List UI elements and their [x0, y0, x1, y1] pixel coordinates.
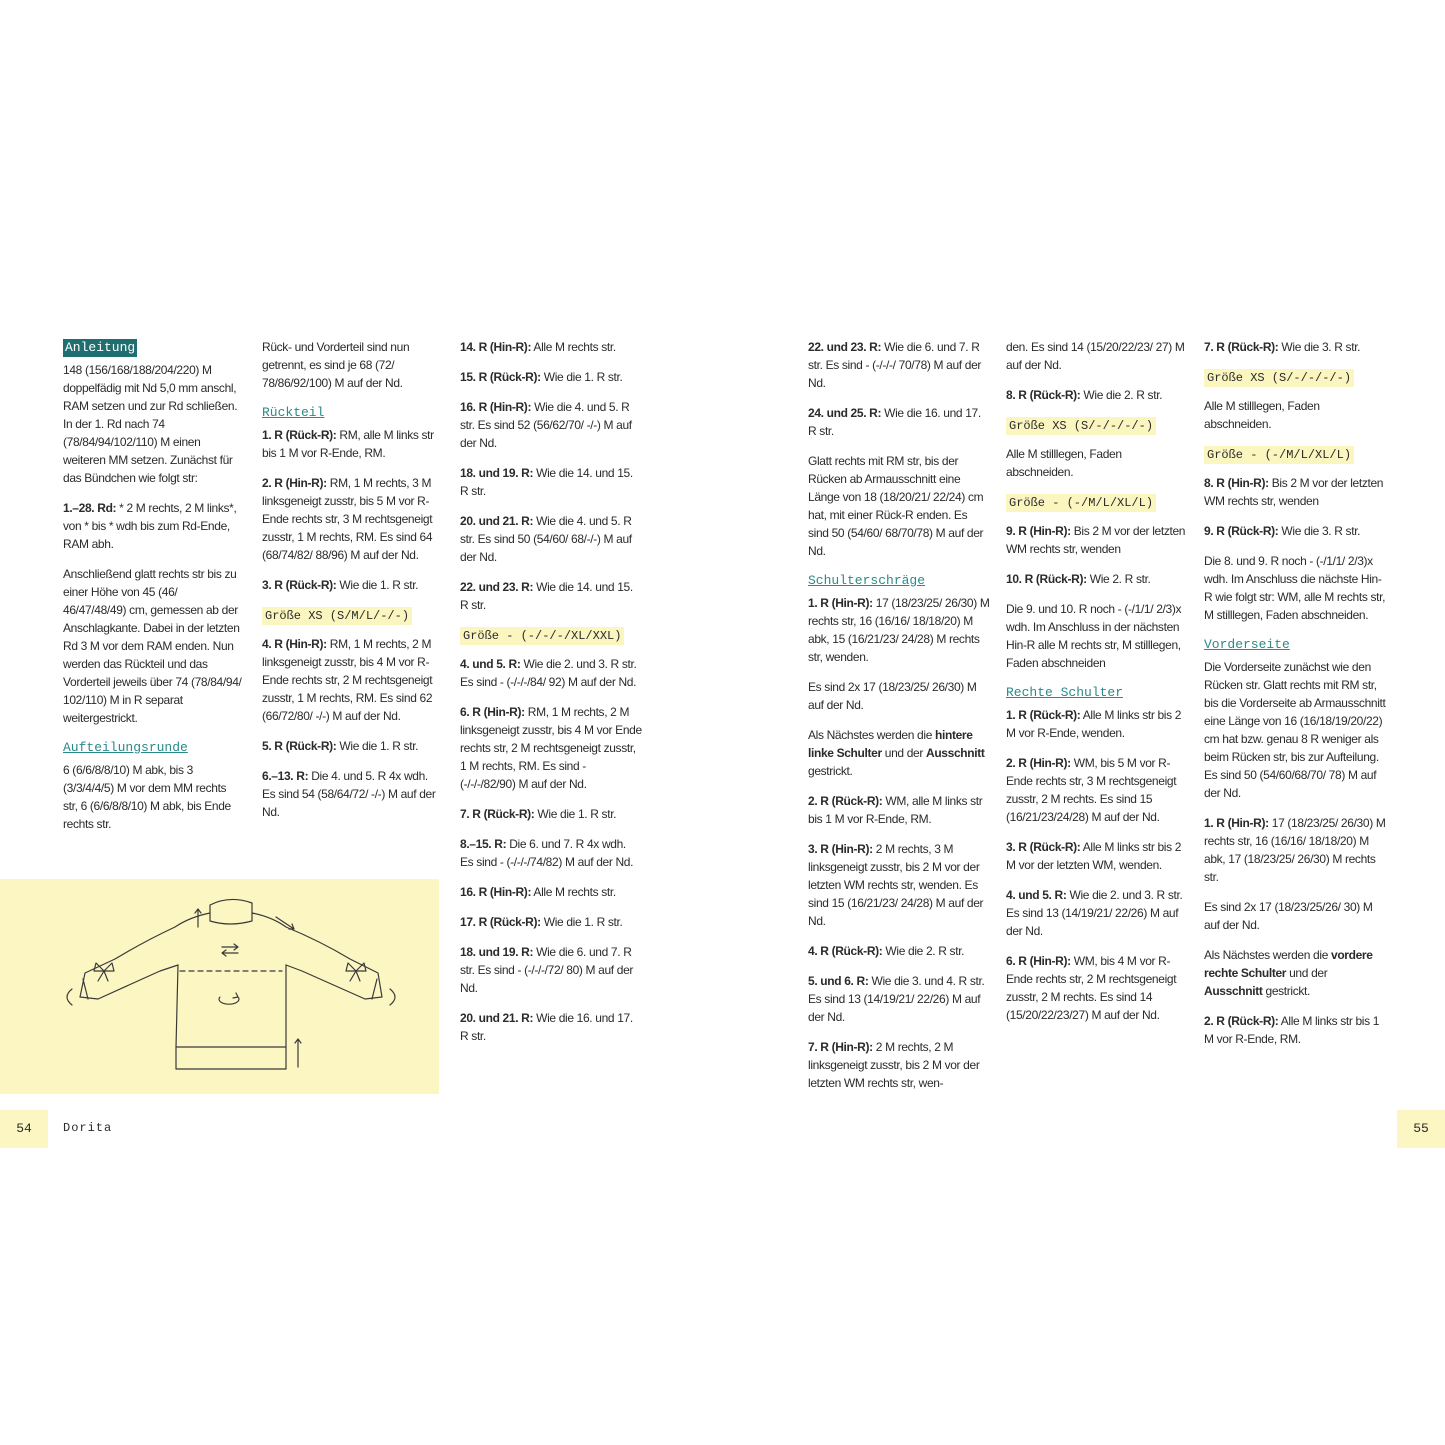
row-instruction: 1. R (Hin-R): 17 (18/23/25/ 26/30) M rechts str, 16 (16/16/ 18/18/20) M abk, 15 (16/21/23/ 24/28) M rechts str, wenden. — [808, 596, 990, 664]
paragraph: Die 8. und 9. R noch - (-/1/1/ 2/3)x wdh. Im Anschluss die nächste Hin-R wie folgt str: WM, alle M rechts str, M stilllegen, Faden abschneiden. — [1204, 554, 1386, 622]
size-label: Größe - (-/M/L/XL/L) — [1006, 494, 1156, 512]
row-instruction: 22. und 23. R: Wie die 6. und 7. R str. Es sind - (-/-/-/ 70/78) M auf der Nd. — [808, 340, 982, 390]
row-instruction: 20. und 21. R: Wie die 4. und 5. R str. Es sind 50 (54/60/ 68/-/-) M auf der Nd. — [460, 514, 632, 564]
row-instruction: 6. R (Hin-R): RM, 1 M rechts, 2 M linksgeneigt zusstr, bis 4 M vor Ende rechts str, 2 M rechtsgeneigt zusstr, 1 M rechts, RM. Es sind - (-/-/-/82/90) M auf der Nd. — [460, 705, 642, 791]
row-instruction: 17. R (Rück-R): Wie die 1. R str. — [460, 915, 623, 929]
row-instruction: 8.–15. R: Die 6. und 7. R 4x wdh. Es sind - (-/-/-/74/82) M auf der Nd. — [460, 837, 634, 869]
paragraph: Anschließend glatt rechts str bis zu einer Höhe von 45 (46/ 46/47/48/49) cm, gemessen ab der Anschlagkante. Dabei in der letzten Rd 3 M vor dem RAM enden. Nun werden das Rückteil und das Vorderteil jeweils über 74 (78/84/94/ 102/110) M in R separat weitergestrickt. — [63, 567, 242, 725]
heading-rechte-schulter: Rechte Schulter — [1006, 685, 1124, 700]
row-instruction: 1. R (Rück-R): RM, alle M links str bis 1 M vor R-Ende, RM. — [262, 428, 434, 460]
paragraph: 6 (6/6/8/8/10) M abk, bis 3 (3/3/4/4/5) M vor dem MM rechts str, 6 (6/6/8/8/10) M abk, bis Ende rechts str. — [63, 763, 231, 831]
paragraph: Es sind 2x 17 (18/23/25/26/ 30) M auf der Nd. — [1204, 900, 1373, 932]
size-label: Größe XS (S/-/-/-/-) — [1204, 369, 1354, 387]
row-instruction: 14. R (Hin-R): Alle M rechts str. — [460, 340, 616, 354]
paragraph: 1.–28. Rd: * 2 M rechts, 2 M links*, von * bis * wdh bis zum Rd-Ende, RAM abh. — [63, 501, 237, 551]
row-instruction: 2. R (Rück-R): Alle M links str bis 1 M vor R-Ende, RM. — [1204, 1014, 1380, 1046]
row-instruction: 18. und 19. R: Wie die 6. und 7. R str. Es sind - (-/-/-/72/ 80) M auf der Nd. — [460, 945, 634, 995]
heading-vorderseite: Vorderseite — [1204, 637, 1290, 652]
row-instruction: 1. R (Hin-R): 17 (18/23/25/ 26/30) M rechts str, 16 (16/16/ 18/18/20) M abk, 17 (18/23/25/ 26/30) M rechts str. — [1204, 816, 1386, 884]
row-instruction: 3. R (Rück-R): Alle M links str bis 2 M vor der letzten WM, wenden. — [1006, 840, 1182, 872]
row-instruction: 3. R (Hin-R): 2 M rechts, 3 M linksgeneigt zusstr, bis 2 M vor der letzten WM rechts str, wenden. Es sind 15 (16/21/23/ 24/28) M auf der Nd. — [808, 842, 984, 928]
row-instruction: 5. und 6. R: Wie die 3. und 4. R str. Es sind 13 (14/19/21/ 22/26) M auf der Nd. — [808, 974, 985, 1024]
row-instruction: 1. R (Rück-R): Alle M links str bis 2 M vor R-Ende, wenden. — [1006, 708, 1182, 740]
size-label: Größe - (-/-/-/XL/XXL) — [460, 627, 624, 645]
column-5 — [1006, 338, 1188, 1036]
paragraph: Alle M stilllegen, Faden abschneiden. — [1006, 447, 1122, 479]
size-label: Größe XS (S/M/L/-/-) — [262, 607, 412, 625]
size-label: Größe XS (S/-/-/-/-) — [1006, 417, 1156, 435]
row-instruction: 7. R (Hin-R): 2 M rechts, 2 M linksgeneigt zusstr, bis 2 M vor der letzten WM rechts str, wen- — [808, 1040, 980, 1090]
row-instruction: 4. und 5. R: Wie die 2. und 3. R str. Es sind 13 (14/19/21/ 22/26) M auf der Nd. — [1006, 888, 1183, 938]
column-1 — [63, 338, 243, 845]
row-instruction: 22. und 23. R: Wie die 14. und 15. R str. — [460, 580, 633, 612]
paragraph: Glatt rechts mit RM str, bis der Rücken ab Armausschnitt eine Länge von 18 (18/20/21/ 22/24) cm hat, mit einer Rück-R enden. Es sind 50 (54/60/ 68/70/78) M auf der Nd. — [808, 454, 984, 558]
size-label: Größe - (-/M/L/XL/L) — [1204, 446, 1354, 464]
paragraph: den. Es sind 14 (15/20/22/23/ 27) M auf der Nd. — [1006, 340, 1185, 372]
row-instruction: 16. R (Hin-R): Alle M rechts str. — [460, 885, 616, 899]
row-instruction: 20. und 21. R: Wie die 16. und 17. R str. — [460, 1011, 633, 1043]
paragraph: Die 9. und 10. R noch - (-/1/1/ 2/3)x wdh. Im Anschluss in der nächsten Hin-R alle M rechts str, M stilllegen, Faden abschneiden — [1006, 602, 1182, 670]
sweater-diagram-icon — [0, 879, 439, 1094]
heading-rueckteil: Rückteil — [262, 405, 325, 420]
paragraph: Es sind 2x 17 (18/23/25/ 26/30) M auf der Nd. — [808, 680, 977, 712]
row-instruction: 18. und 19. R: Wie die 14. und 15. R str. — [460, 466, 633, 498]
row-instruction: 5. R (Rück-R): Wie die 1. R str. — [262, 739, 419, 753]
paragraph: 148 (156/168/188/204/220) M doppelfädig mit Nd 5,0 mm anschl, RAM setzen und zur Rd schließen. In der 1. Rd nach 74 (78/84/94/102/110) M einen weiteren MM setzen. Zunächst für das Bündchen wie folgt str: — [63, 363, 238, 485]
row-instruction: 9. R (Hin-R): Bis 2 M vor der letzten WM rechts str, wenden — [1006, 524, 1186, 556]
sweater-illustration — [0, 879, 439, 1094]
row-instruction: 4. R (Hin-R): RM, 1 M rechts, 2 M linksgeneigt zusstr, bis 4 M vor R-Ende rechts str, 2 M rechtsgeneigt zusstr, 1 M rechts, RM. Es sind 62 (66/72/80/ -/-) M auf der Nd. — [262, 637, 433, 723]
row-instruction: 8. R (Hin-R): Bis 2 M vor der letzten WM rechts str, wenden — [1204, 476, 1384, 508]
row-instruction: 2. R (Hin-R): RM, 1 M rechts, 3 M linksgeneigt zusstr, bis 5 M vor R-Ende rechts str, 3 M rechtsgeneigt zusstr, 1 M rechts, RM. Es sind 64 (68/74/82/ 88/96) M auf der Nd. — [262, 476, 433, 562]
row-instruction: 3. R (Rück-R): Wie die 1. R str. — [262, 578, 419, 592]
row-instruction: 9. R (Rück-R): Wie die 3. R str. — [1204, 524, 1361, 538]
paragraph: Alle M stilllegen, Faden abschneiden. — [1204, 399, 1320, 431]
row-instruction: 2. R (Hin-R): WM, bis 5 M vor R-Ende rechts str, 3 M rechtsgeneigt zusstr, 2 M rechts. Es sind 15 (16/21/23/24/28) M auf der Nd. — [1006, 756, 1177, 824]
row-instruction: 6. R (Hin-R): WM, bis 4 M vor R-Ende rechts str, 2 M rechtsgeneigt zusstr, 2 M rechts. Es sind 14 (15/20/22/23/27) M auf der Nd. — [1006, 954, 1177, 1022]
row-instruction: 24. und 25. R: Wie die 16. und 17. R str. — [808, 406, 981, 438]
column-2 — [262, 338, 444, 833]
row-instruction: 16. R (Hin-R): Wie die 4. und 5. R str. Es sind 52 (56/62/70/ -/-) M auf der Nd. — [460, 400, 632, 450]
heading-anleitung: Anleitung — [65, 340, 136, 355]
row-instruction: 2. R (Rück-R): WM, alle M links str bis 1 M vor R-Ende, RM. — [808, 794, 983, 826]
heading-schulterschraege: Schulterschräge — [808, 573, 926, 588]
heading-aufteilungsrunde: Aufteilungsrunde — [63, 740, 188, 755]
row-instruction: 7. R (Rück-R): Wie die 1. R str. — [460, 807, 617, 821]
column-6 — [1204, 338, 1386, 1060]
row-instruction: 4. und 5. R: Wie die 2. und 3. R str. Es sind - (-/-/-/84/ 92) M auf der Nd. — [460, 657, 637, 689]
paragraph: Als Nächstes werden die hintere linke Schulter und der Ausschnitt gestrickt. — [808, 728, 985, 778]
paragraph: Rück- und Vorderteil sind nun getrennt, es sind je 68 (72/ 78/86/92/100) M auf der Nd. — [262, 340, 410, 390]
column-3 — [460, 338, 642, 1057]
paragraph: Die Vorderseite zunächst wie den Rücken str. Glatt rechts mit RM str, bis die Vorderseite ab Armausschnitt eine Länge von 16 (16/18/19/20/22) cm hat bzw. genau 8 R weniger als beim Rücken str, bis zur Aufteilung. Es sind 50 (54/60/68/70/ 78) M auf der Nd. — [1204, 660, 1386, 800]
row-instruction: 4. R (Rück-R): Wie die 2. R str. — [808, 944, 965, 958]
column-4 — [808, 338, 990, 1104]
row-instruction: 6.–13. R: Die 4. und 5. R 4x wdh. Es sind 54 (58/64/72/ -/-) M auf der Nd. — [262, 769, 436, 819]
page-number-right: 55 — [1397, 1110, 1445, 1148]
row-instruction: 7. R (Rück-R): Wie die 3. R str. — [1204, 340, 1361, 354]
page-number-left: 54 — [0, 1110, 48, 1148]
paragraph: Als Nächstes werden die vordere rechte Schulter und der Ausschnitt gestrickt. — [1204, 948, 1373, 998]
footer-title: Dorita — [63, 1121, 113, 1135]
row-instruction: 15. R (Rück-R): Wie die 1. R str. — [460, 370, 623, 384]
row-instruction: 10. R (Rück-R): Wie 2. R str. — [1006, 572, 1151, 586]
row-instruction: 8. R (Rück-R): Wie die 2. R str. — [1006, 388, 1163, 402]
